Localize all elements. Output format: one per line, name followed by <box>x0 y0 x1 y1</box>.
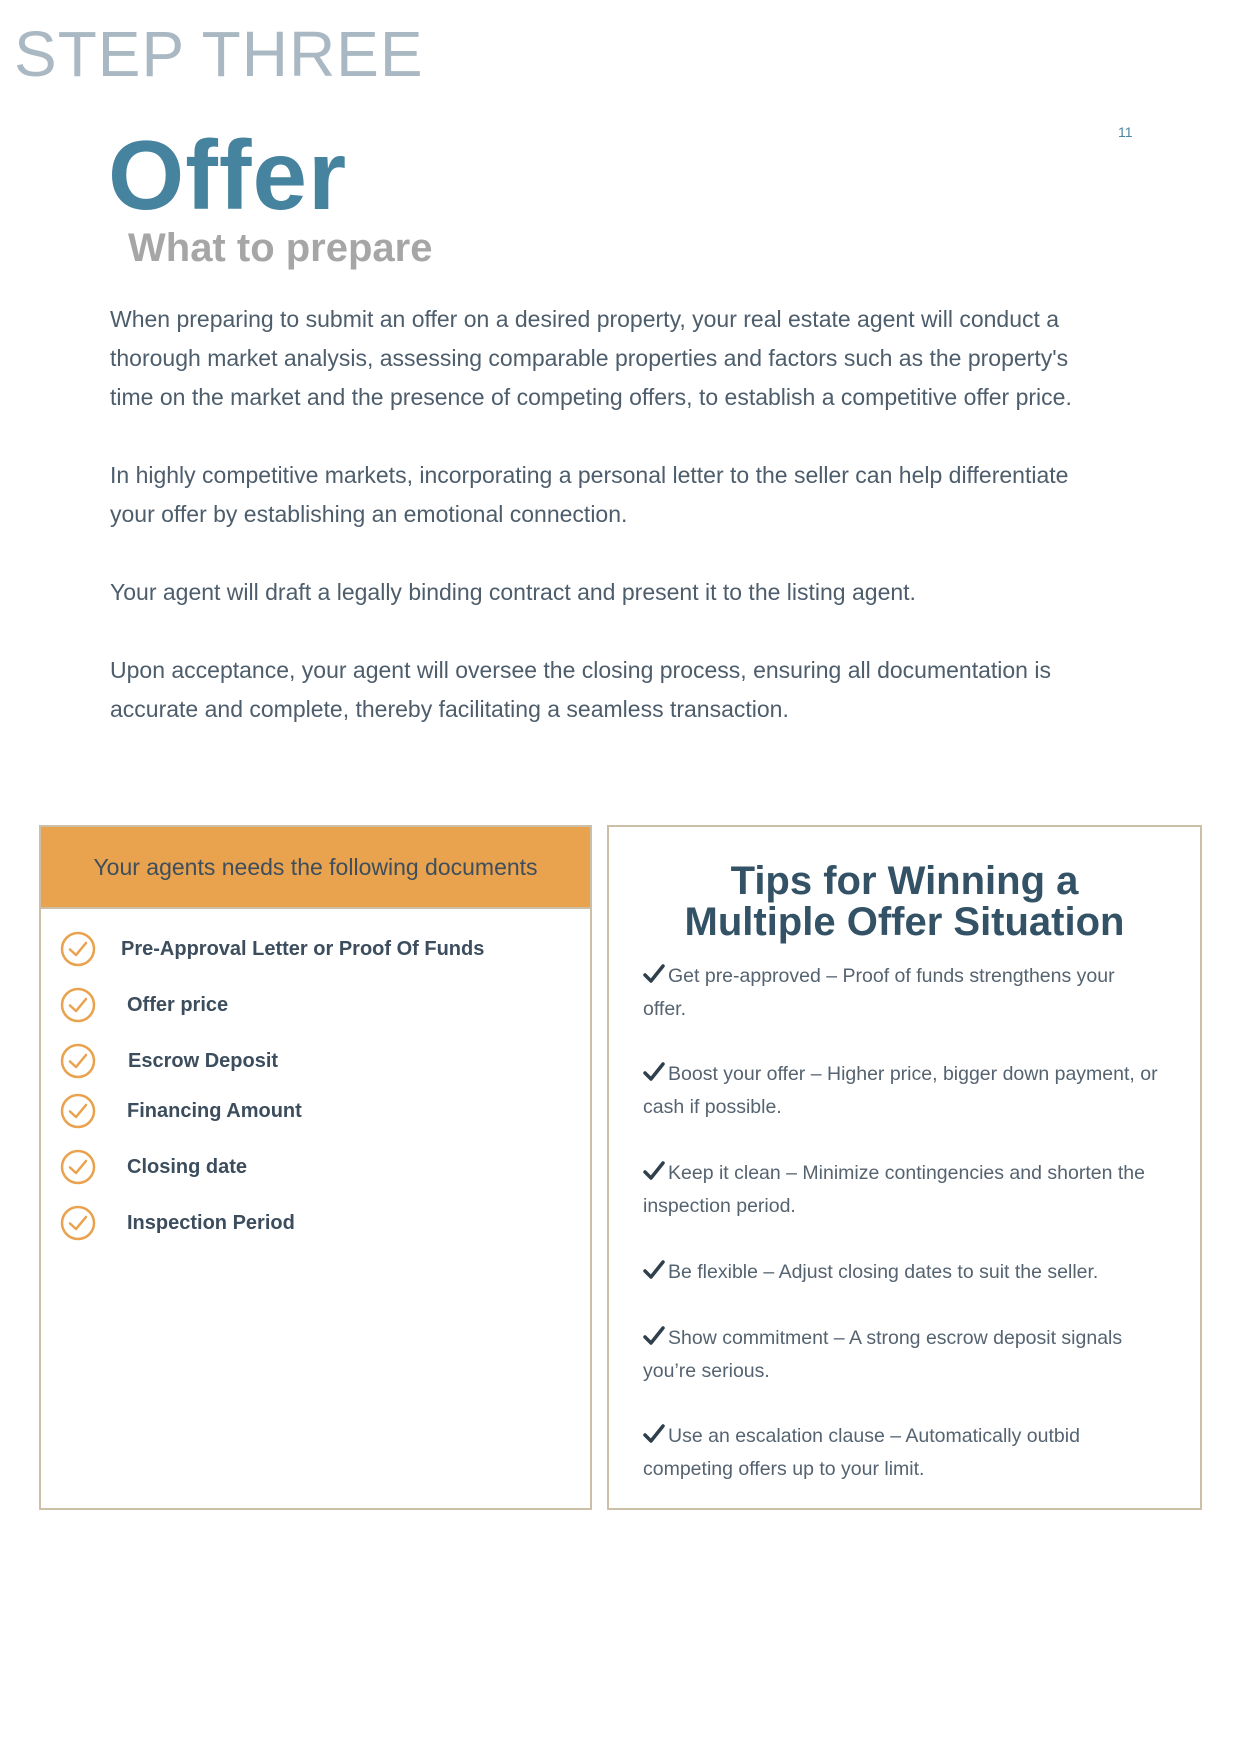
tips-title <box>609 861 1200 943</box>
check-circle-icon <box>59 1148 97 1186</box>
document-item <box>59 1041 278 1081</box>
checkmark-icon <box>643 1326 665 1346</box>
document-label: Inspection Period <box>127 1211 295 1234</box>
check-circle-icon <box>59 1092 97 1130</box>
tips-title-line: Tips for Winning a <box>730 859 1079 903</box>
intro-paragraph: In highly competitive markets, incorporating a personal letter to the seller can help differentiate your offer by establishing an emotional connection. <box>110 462 1069 527</box>
check-circle-icon <box>59 1204 97 1242</box>
document-item <box>59 985 228 1025</box>
tips-box <box>607 825 1202 1510</box>
tip-text: Boost your offer – Higher price, bigger down payment, or cash if possible. <box>643 1063 1158 1118</box>
intro-paragraph: When preparing to submit an offer on a desired property, your real estate agent will conduct a thorough market analysis, assessing comparable properties and factors such as the property's time on the market and the presence of competing offers, to establish a competitive offer price. <box>110 306 1072 410</box>
step-label: STEP THREE <box>14 18 424 90</box>
check-circle-icon <box>59 930 97 968</box>
documents-box <box>39 825 592 1510</box>
document-label: Escrow Deposit <box>128 1049 279 1072</box>
tip-item <box>643 1420 1163 1486</box>
document-item <box>59 929 484 969</box>
tip-text: Use an escalation clause – Automatically outbid competing offers up to your limit. <box>643 1425 1080 1480</box>
tip-text: Get pre-approved – Proof of funds strengthens your offer. <box>643 965 1115 1020</box>
checkmark-icon <box>643 1260 665 1280</box>
tip-item <box>643 960 1163 1026</box>
checkmark-icon <box>643 1161 665 1181</box>
tips-title-line: Multiple Offer Situation <box>684 900 1125 944</box>
intro-text <box>110 300 1110 768</box>
document-item <box>59 1147 247 1187</box>
document-label: Financing Amount <box>127 1099 302 1122</box>
intro-paragraph: Upon acceptance, your agent will oversee the closing process, ensuring all documentation is accurate and complete, thereby facilitating a seamless transaction. <box>110 657 1051 722</box>
page-title: Offer <box>108 120 348 230</box>
tip-text: Show commitment – A strong escrow deposit signals you’re serious. <box>643 1327 1123 1382</box>
checkmark-icon <box>643 964 665 984</box>
tip-item <box>643 1256 1163 1289</box>
page-number: 11 <box>1118 124 1133 140</box>
page-subtitle: What to prepare <box>128 226 433 270</box>
document-label: Pre-Approval Letter or Proof Of Funds <box>121 937 485 960</box>
check-circle-icon <box>59 986 97 1024</box>
tip-item <box>643 1058 1163 1124</box>
document-item <box>59 1091 302 1131</box>
intro-paragraph: Your agent will draft a legally binding contract and present it to the listing agent. <box>110 579 916 605</box>
checkmark-icon <box>643 1062 665 1082</box>
tip-text: Be flexible – Adjust closing dates to suit the seller. <box>668 1261 1099 1283</box>
documents-header: Your agents needs the following documents <box>41 827 590 909</box>
tip-item <box>643 1157 1163 1223</box>
check-circle-icon <box>59 1042 97 1080</box>
tip-text: Keep it clean – Minimize contingencies and shorten the inspection period. <box>643 1162 1145 1217</box>
checkmark-icon <box>643 1424 665 1444</box>
document-label: Closing date <box>127 1155 248 1178</box>
document-label: Offer price <box>127 993 229 1016</box>
tip-item <box>643 1322 1163 1388</box>
document-item <box>59 1203 295 1243</box>
